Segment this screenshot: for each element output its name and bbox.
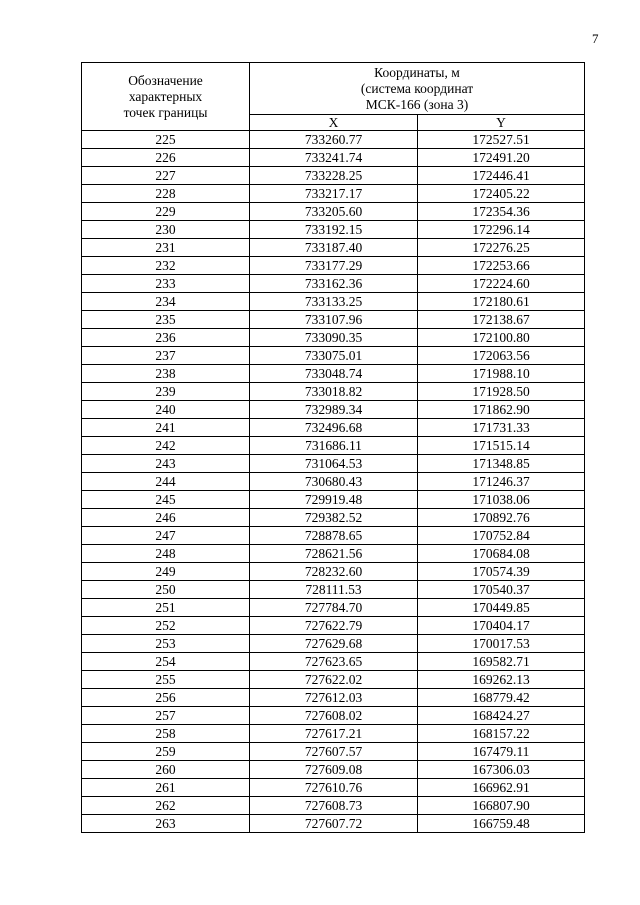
point-id-cell: 255 <box>82 671 250 689</box>
point-id-cell: 245 <box>82 491 250 509</box>
table-row <box>82 545 585 563</box>
x-coordinate-cell: 727610.76 <box>250 779 418 797</box>
table-row <box>82 689 585 707</box>
y-coordinate-cell: 166807.90 <box>418 797 585 815</box>
y-coordinate-cell: 171928.50 <box>418 383 585 401</box>
y-coordinate-cell: 172063.56 <box>418 347 585 365</box>
y-coordinate-cell: 172100.80 <box>418 329 585 347</box>
x-coordinate-cell: 731686.11 <box>250 437 418 455</box>
table-row <box>82 455 585 473</box>
x-coordinate-cell: 727623.65 <box>250 653 418 671</box>
point-id-cell: 240 <box>82 401 250 419</box>
point-id-cell: 247 <box>82 527 250 545</box>
point-id-cell: 250 <box>82 581 250 599</box>
x-coordinate-cell: 727609.08 <box>250 761 418 779</box>
x-coordinate-cell: 729382.52 <box>250 509 418 527</box>
y-column-header: Y <box>418 115 585 131</box>
table-row <box>82 221 585 239</box>
x-coordinate-cell: 732989.34 <box>250 401 418 419</box>
y-coordinate-cell: 172180.61 <box>418 293 585 311</box>
point-id-cell: 258 <box>82 725 250 743</box>
y-coordinate-cell: 170684.08 <box>418 545 585 563</box>
point-id-cell: 254 <box>82 653 250 671</box>
coordinates-table-body <box>82 131 585 833</box>
x-coordinate-cell: 728111.53 <box>250 581 418 599</box>
table-row <box>82 167 585 185</box>
y-coordinate-cell: 171988.10 <box>418 365 585 383</box>
point-id-cell: 228 <box>82 185 250 203</box>
x-coordinate-cell: 727607.72 <box>250 815 418 833</box>
point-id-cell: 230 <box>82 221 250 239</box>
table-row <box>82 527 585 545</box>
point-id-cell: 243 <box>82 455 250 473</box>
x-coordinate-cell: 733241.74 <box>250 149 418 167</box>
point-id-cell: 253 <box>82 635 250 653</box>
x-coordinate-cell: 733107.96 <box>250 311 418 329</box>
table-row <box>82 275 585 293</box>
y-coordinate-cell: 172527.51 <box>418 131 585 149</box>
point-id-cell: 238 <box>82 365 250 383</box>
table-row <box>82 563 585 581</box>
table-row <box>82 653 585 671</box>
y-coordinate-cell: 172138.67 <box>418 311 585 329</box>
y-coordinate-cell: 169262.13 <box>418 671 585 689</box>
table-row <box>82 671 585 689</box>
table-row <box>82 329 585 347</box>
y-coordinate-cell: 172276.25 <box>418 239 585 257</box>
table-row <box>82 437 585 455</box>
table-row <box>82 311 585 329</box>
table-row <box>82 239 585 257</box>
point-id-cell: 259 <box>82 743 250 761</box>
point-id-cell: 248 <box>82 545 250 563</box>
y-coordinate-cell: 168779.42 <box>418 689 585 707</box>
point-id-cell: 233 <box>82 275 250 293</box>
y-coordinate-cell: 172405.22 <box>418 185 585 203</box>
point-id-cell: 237 <box>82 347 250 365</box>
y-coordinate-cell: 171348.85 <box>418 455 585 473</box>
y-coordinate-cell: 168424.27 <box>418 707 585 725</box>
x-coordinate-cell: 733075.01 <box>250 347 418 365</box>
point-id-cell: 227 <box>82 167 250 185</box>
x-coordinate-cell: 733217.17 <box>250 185 418 203</box>
x-coordinate-cell: 733205.60 <box>250 203 418 221</box>
y-coordinate-cell: 172224.60 <box>418 275 585 293</box>
table-row <box>82 509 585 527</box>
point-id-cell: 234 <box>82 293 250 311</box>
point-id-cell: 261 <box>82 779 250 797</box>
x-coordinate-cell: 732496.68 <box>250 419 418 437</box>
y-coordinate-cell: 170540.37 <box>418 581 585 599</box>
table-row <box>82 743 585 761</box>
page-number: 7 <box>592 31 599 46</box>
x-coordinate-cell: 733162.36 <box>250 275 418 293</box>
y-coordinate-cell: 171515.14 <box>418 437 585 455</box>
point-id-cell: 231 <box>82 239 250 257</box>
y-coordinate-cell: 170404.17 <box>418 617 585 635</box>
point-id-cell: 226 <box>82 149 250 167</box>
table-row <box>82 725 585 743</box>
y-coordinate-cell: 168157.22 <box>418 725 585 743</box>
x-coordinate-cell: 733048.74 <box>250 365 418 383</box>
x-coordinate-cell: 727608.02 <box>250 707 418 725</box>
x-column-header: X <box>250 115 418 131</box>
table-row <box>82 707 585 725</box>
point-id-cell: 246 <box>82 509 250 527</box>
y-coordinate-cell: 170752.84 <box>418 527 585 545</box>
y-coordinate-cell: 167479.11 <box>418 743 585 761</box>
x-coordinate-cell: 727622.02 <box>250 671 418 689</box>
x-coordinate-cell: 733228.25 <box>250 167 418 185</box>
point-header-line-1: Обозначение <box>128 72 203 88</box>
table-row <box>82 491 585 509</box>
table-row <box>82 617 585 635</box>
table-row <box>82 797 585 815</box>
x-coordinate-cell: 733260.77 <box>250 131 418 149</box>
coordinates-group-header <box>250 63 585 115</box>
y-coordinate-cell: 170449.85 <box>418 599 585 617</box>
coordinates-table <box>81 62 585 833</box>
table-row <box>82 365 585 383</box>
x-coordinate-cell: 727622.79 <box>250 617 418 635</box>
point-id-cell: 241 <box>82 419 250 437</box>
x-coordinate-cell: 728878.65 <box>250 527 418 545</box>
point-id-cell: 235 <box>82 311 250 329</box>
y-coordinate-cell: 170574.39 <box>418 563 585 581</box>
table-row <box>82 581 585 599</box>
table-row <box>82 347 585 365</box>
point-id-cell: 232 <box>82 257 250 275</box>
y-coordinate-cell: 167306.03 <box>418 761 585 779</box>
table-row <box>82 131 585 149</box>
y-coordinate-cell: 172491.20 <box>418 149 585 167</box>
y-coordinate-cell: 170017.53 <box>418 635 585 653</box>
table-row <box>82 383 585 401</box>
point-id-cell: 242 <box>82 437 250 455</box>
table-row <box>82 635 585 653</box>
table-row <box>82 185 585 203</box>
table-row <box>82 815 585 833</box>
point-id-cell: 262 <box>82 797 250 815</box>
x-coordinate-cell: 733090.35 <box>250 329 418 347</box>
table-row <box>82 149 585 167</box>
point-id-cell: 260 <box>82 761 250 779</box>
x-coordinate-cell: 733177.29 <box>250 257 418 275</box>
point-id-cell: 263 <box>82 815 250 833</box>
coords-header-line-3: МСК-166 (зона 3) <box>365 96 469 112</box>
point-header-line-3: точек границы <box>123 104 208 120</box>
point-designation-header <box>82 63 250 131</box>
table-row <box>82 761 585 779</box>
table-row <box>82 203 585 221</box>
x-coordinate-cell: 727608.73 <box>250 797 418 815</box>
coords-header-line-1: Координаты, м <box>374 64 460 80</box>
point-id-cell: 244 <box>82 473 250 491</box>
point-id-cell: 236 <box>82 329 250 347</box>
point-id-cell: 257 <box>82 707 250 725</box>
y-coordinate-cell: 171731.33 <box>418 419 585 437</box>
y-coordinate-cell: 166759.48 <box>418 815 585 833</box>
table-row <box>82 293 585 311</box>
table-row <box>82 419 585 437</box>
point-id-cell: 251 <box>82 599 250 617</box>
point-id-cell: 225 <box>82 131 250 149</box>
table-row <box>82 473 585 491</box>
x-coordinate-cell: 727617.21 <box>250 725 418 743</box>
x-coordinate-cell: 730680.43 <box>250 473 418 491</box>
table-row <box>82 599 585 617</box>
x-coordinate-cell: 727629.68 <box>250 635 418 653</box>
point-id-cell: 249 <box>82 563 250 581</box>
y-coordinate-cell: 172296.14 <box>418 221 585 239</box>
x-coordinate-cell: 733133.25 <box>250 293 418 311</box>
point-id-cell: 229 <box>82 203 250 221</box>
point-id-cell: 239 <box>82 383 250 401</box>
coords-header-line-2: (система координат <box>360 80 474 96</box>
x-coordinate-cell: 733018.82 <box>250 383 418 401</box>
x-coordinate-cell: 731064.53 <box>250 455 418 473</box>
y-coordinate-cell: 171246.37 <box>418 473 585 491</box>
point-id-cell: 256 <box>82 689 250 707</box>
x-coordinate-cell: 728621.56 <box>250 545 418 563</box>
x-coordinate-cell: 728232.60 <box>250 563 418 581</box>
x-coordinate-cell: 727784.70 <box>250 599 418 617</box>
y-coordinate-cell: 171862.90 <box>418 401 585 419</box>
y-coordinate-cell: 172446.41 <box>418 167 585 185</box>
x-coordinate-cell: 727607.57 <box>250 743 418 761</box>
y-coordinate-cell: 169582.71 <box>418 653 585 671</box>
x-coordinate-cell: 727612.03 <box>250 689 418 707</box>
x-coordinate-cell: 733187.40 <box>250 239 418 257</box>
table-row <box>82 401 585 419</box>
x-coordinate-cell: 729919.48 <box>250 491 418 509</box>
point-header-line-2: характерных <box>128 88 203 104</box>
y-coordinate-cell: 170892.76 <box>418 509 585 527</box>
y-coordinate-cell: 172354.36 <box>418 203 585 221</box>
table-row <box>82 779 585 797</box>
y-coordinate-cell: 171038.06 <box>418 491 585 509</box>
point-id-cell: 252 <box>82 617 250 635</box>
y-coordinate-cell: 172253.66 <box>418 257 585 275</box>
x-coordinate-cell: 733192.15 <box>250 221 418 239</box>
y-coordinate-cell: 166962.91 <box>418 779 585 797</box>
table-row <box>82 257 585 275</box>
